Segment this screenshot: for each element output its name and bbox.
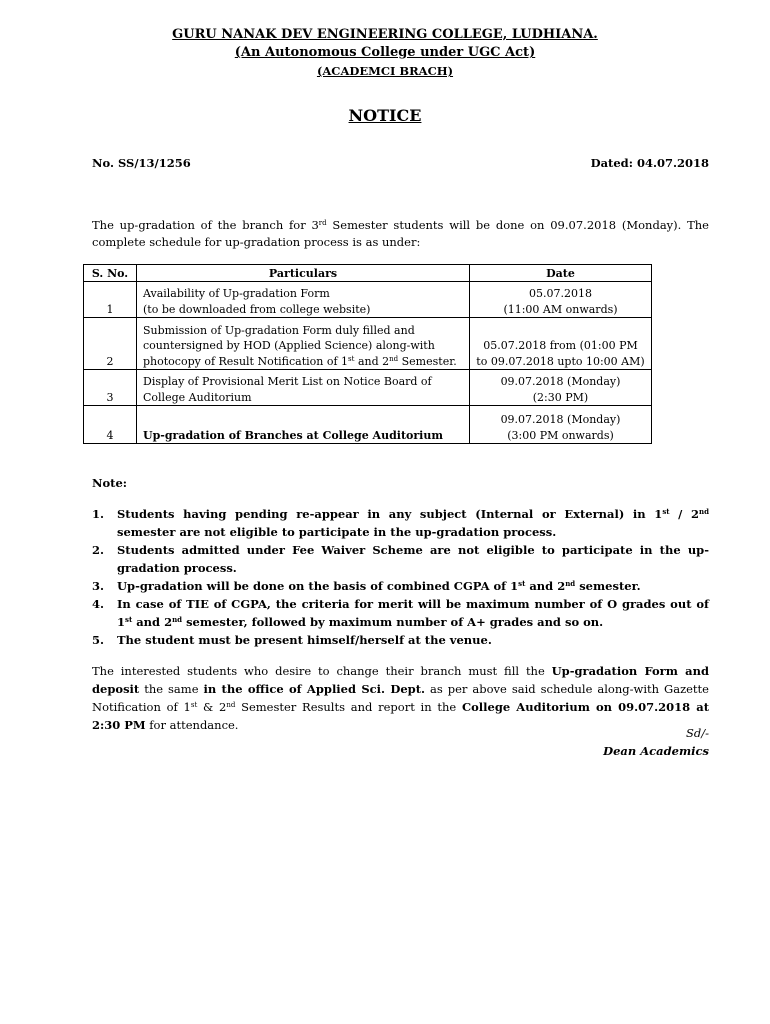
list-item: 2. Students admitted under Fee Waiver Scheme are not eligible to participate in the up-gradation process. bbox=[92, 543, 709, 575]
college-subtitle: (An Autonomous College under UGC Act) bbox=[234, 45, 536, 60]
notice-date: Dated: 04.07.2018 bbox=[590, 156, 709, 170]
branch-heading: (ACADEMCI BRACH) bbox=[316, 64, 454, 78]
intro-paragraph: The up-gradation of the branch for 3rd Semester students will be done on 09.07.2018 (Monday). The complete schedule for up-gradation process is as under: bbox=[92, 218, 709, 249]
row-sno: 1 bbox=[84, 282, 137, 318]
header-sno: S. No. bbox=[84, 265, 137, 282]
table-row bbox=[84, 318, 652, 370]
reference-number: No. SS/13/1256 bbox=[92, 156, 191, 170]
row-particulars: Submission of Up-gradation Form duly filled and countersigned by HOD (Applied Science) along-with photocopy of Result Notification of 1st and 2nd Semester. bbox=[137, 318, 470, 370]
list-item: 3. Up-gradation will be done on the basis of combined CGPA of 1st and 2nd semester. bbox=[92, 579, 641, 593]
row-sno: 2 bbox=[84, 318, 137, 370]
list-item: 5. The student must be present himself/herself at the venue. bbox=[92, 633, 492, 647]
header-particulars: Particulars bbox=[137, 265, 470, 282]
table-row bbox=[84, 370, 652, 406]
notes-list bbox=[92, 505, 709, 649]
header-date: Date bbox=[470, 265, 652, 282]
row-date: 09.07.2018 (Monday) (3:00 PM onwards) bbox=[470, 406, 652, 444]
table-row bbox=[84, 282, 652, 318]
row-sno: 3 bbox=[84, 370, 137, 406]
closing-paragraph: The interested students who desire to change their branch must fill the Up-gradation Form and deposit the same in the office of Applied Sci. Dept. as per above said schedule along-with Gazette Notification of 1st & 2nd Semester Results and report in the College Auditorium on 09.07.2018 at 2:30 PM for attendance. bbox=[92, 664, 710, 732]
row-date: 05.07.2018 (11:00 AM onwards) bbox=[470, 282, 652, 318]
list-item: 1. Students having pending re-appear in any subject (Internal or External) in 1st / 2nd semester are not eligible to participate in the up-gradation process. bbox=[92, 507, 709, 539]
row-date: 09.07.2018 (Monday) (2:30 PM) bbox=[470, 370, 652, 406]
notice-title: NOTICE bbox=[348, 106, 422, 125]
row-date: 05.07.2018 from (01:00 PM to 09.07.2018 upto 10:00 AM) bbox=[470, 318, 652, 370]
row-particulars: Up-gradation of Branches at College Auditorium bbox=[137, 406, 470, 444]
row-particulars: Availability of Up-gradation Form (to be downloaded from college website) bbox=[137, 282, 470, 318]
table-row bbox=[84, 406, 652, 444]
note-heading: Note: bbox=[92, 476, 128, 490]
row-particulars: Display of Provisional Merit List on Notice Board of College Auditorium bbox=[137, 370, 470, 406]
table-header-row bbox=[84, 265, 652, 282]
row-sno: 4 bbox=[84, 406, 137, 444]
signature-mark: Sd/- bbox=[686, 726, 709, 740]
list-item: 4. In case of TIE of CGPA, the criteria for merit will be maximum number of O grades out of 1st and 2nd semester, followed by maximum number of A+ grades and so on. bbox=[92, 597, 709, 629]
schedule-table bbox=[83, 264, 652, 444]
signatory-name: Dean Academics bbox=[603, 744, 709, 758]
college-name: GURU NANAK DEV ENGINEERING COLLEGE, LUDHIANA. bbox=[172, 27, 598, 42]
